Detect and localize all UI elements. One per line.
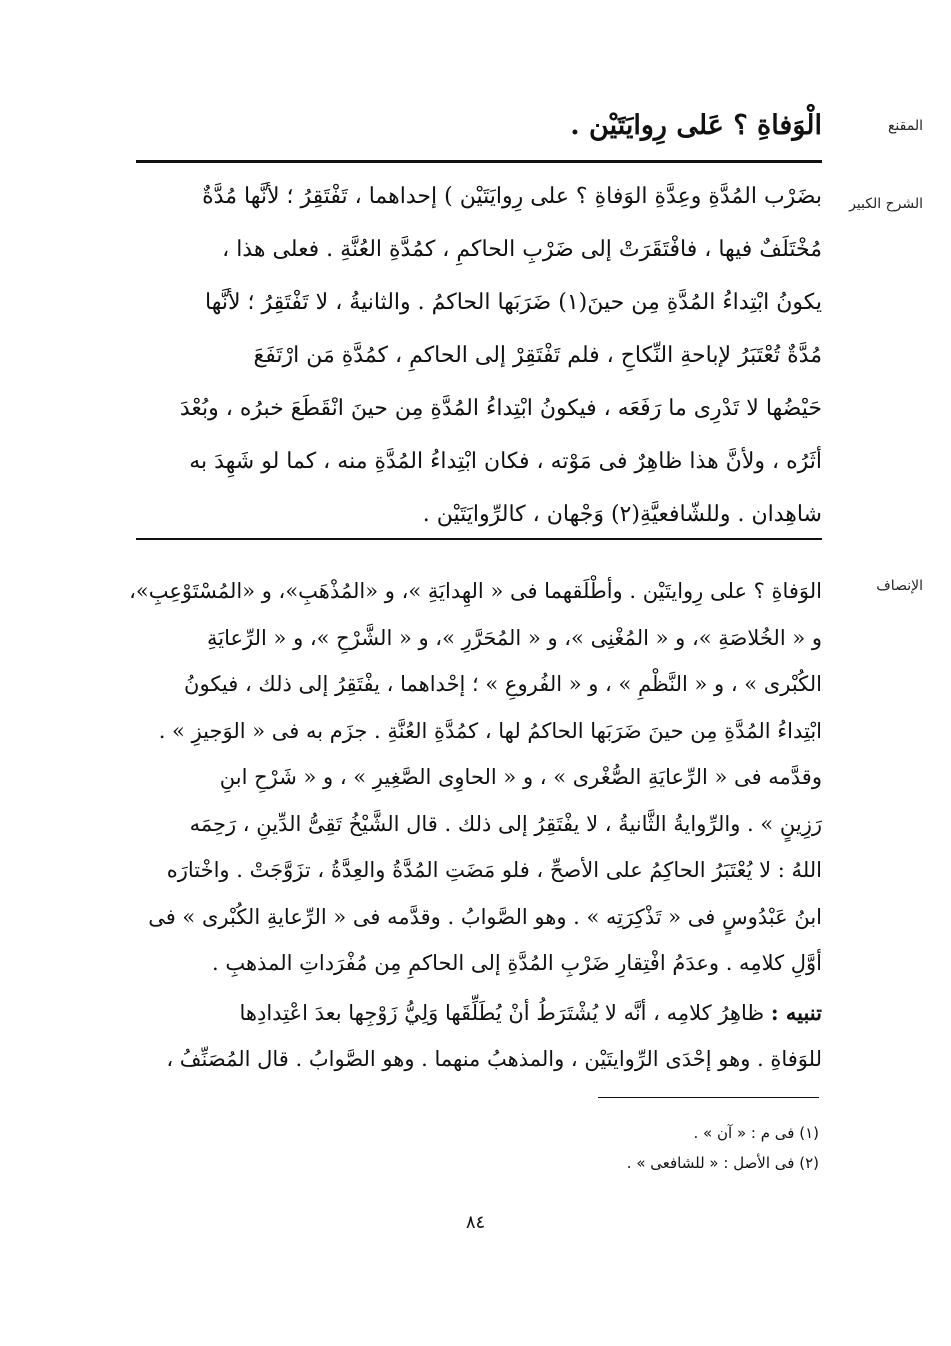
- tanbih-body: ظاهِرُ كلامِه ، أنَّه لا يُشْتَرَطُ أنْ يُطَلِّقَها وَلِيُّ زَوْجِها بعدَ اعْتِدادِها: [239, 1001, 765, 1025]
- tanbih-lead: تنبيه :: [770, 1000, 822, 1025]
- sharh-line: مُخْتَلَفٌ فيها ، فافْتَقَرَتْ إلى ضَرْبِ الحاكمِ ، كمُدَّةِ العُنَّةِ . فعلى هذا ،: [222, 237, 822, 262]
- sharh-line: يكونُ ابْتِداءُ المُدَّةِ مِن حينَ(١) ضَرَبَها الحاكمُ . والثانيةُ ، لا تَفْتَقِرُ ؛ لأنَّها: [205, 290, 822, 315]
- muqni-line: الْوَفاةِ ؟ عَلى رِوايَتَيْن .: [570, 110, 822, 141]
- footnote-2: (٢) فى الأصل : « للشافعى » .: [626, 1154, 819, 1172]
- section-rule-thick: [136, 160, 822, 163]
- label-insaf: الإنصاف: [876, 578, 923, 594]
- insaf-line: رَزِينٍ » . والرِّوايةُ الثَّانيةُ ، لا يفْتَقِرُ إلى ذلك . قال الشَّيْخُ تَقِىُّ الدِّينِ ، رَحِمَه: [189, 811, 822, 836]
- footnote-1: (١) فى م : « آن » .: [693, 1124, 819, 1142]
- insaf-line: اللهُ : لا يُعْتَبَرُ الحاكِمُ على الأصحِّ ، فلو مَضَتِ المُدَّةُ والعِدَّةُ ، تزَوَّجَتْ . واخْتارَه: [166, 858, 822, 882]
- insaf-line: وقدَّمه فى « الرِّعايَةِ الصُّغْرى » ، و « الحاوِى الصَّغِيرِ » ، و « شَرْحِ ابنِ: [219, 765, 822, 789]
- insaf-line: الكُبْرى » ، و « النَّظْمِ » ، و « الفُروعِ » ؛ إحْداهما ، يفْتَقِرُ إلى ذلك ، فيكونُ: [184, 672, 822, 696]
- page-number: ٨٤: [465, 1212, 486, 1233]
- sharh-line: شاهِدان . وللشّافعيَّةِ(٢) وَجْهان ، كالرِّوايَتَيْن .: [422, 502, 822, 527]
- tanbih-line-1: [128, 990, 822, 1036]
- sharh-text: [128, 170, 822, 541]
- section-rule: [136, 538, 822, 540]
- insaf-line: أوَّلِ كلامِه . وعدَمُ افْتِقارِ ضَرْبِ المُدَّةِ إلى الحاكمِ مِن مُفْرَداتِ المذهبِ .: [211, 951, 822, 975]
- tanbih-text: [128, 990, 822, 1082]
- label-sharh: الشرح الكبير: [849, 196, 923, 212]
- muqni-text: [128, 100, 822, 152]
- insaf-line: الوَفاةِ ؟ على رِوايتَيْن . وأطْلَقهما فى « الهِدايَةِ »، و «المُذْهَبِ»، و «المُسْتَوْعِبِ»،: [129, 579, 822, 603]
- sharh-line: مُدَّةٌ تُعْتَبَرُ لإباحةِ النِّكاحِ ، فلم تَفْتَقِرْ إلى الحاكمِ ، كمُدَّةِ مَن ارْتَفَعَ: [253, 343, 822, 368]
- tanbih-line-2: للوَفاةِ . وهو إحْدَى الرِّوايتَيْن ، والمذهبُ منهما . وهو الصَّوابُ . قال المُصَنِّفُ ،: [166, 1047, 822, 1071]
- sharh-line: حَيْضُها لا تَدْرِى ما رَفَعَه ، فيكونُ ابْتِداءُ المُدَّةِ مِن حينَ انْقَطَعَ خبرُه ، وبُعْدَ: [179, 396, 822, 421]
- insaf-text: [128, 568, 822, 987]
- insaf-line: و « الخُلاصَةِ »، و « المُغْنِى »، و « المُحَرَّرِ »، و « الشَّرْحِ »، و « الرِّعايَةِ: [207, 625, 822, 650]
- sharh-line: بضَرْب المُدَّةِ وعِدَّةِ الوَفاةِ ؟ على رِوايَتَيْن ) إحداهما ، تَفْتَقِرُ ؛ لأنَّها مُدَّةٌ: [202, 184, 822, 209]
- sharh-line: أثَرُه ، ولأنَّ هذا ظاهِرٌ فى مَوْته ، فكان ابْتِداءُ المُدَّةِ منه ، كما لو شَهِدَ به: [189, 449, 822, 474]
- insaf-line: ابنُ عَبْدُوسٍ فى « تَذْكِرَتِه » . وهو الصَّوابُ . وقدَّمه فى « الرِّعايةِ الكُبْرى » فى: [148, 904, 822, 929]
- footnote-rule: [598, 1097, 819, 1098]
- footnotes: [219, 1118, 819, 1178]
- label-muqni: المقنع: [887, 118, 923, 134]
- insaf-line: ابْتِداءُ المُدَّةِ مِن حينَ ضَرَبَها الحاكمُ لها ، كمُدَّةِ العُنَّةِ . جزَم به فى « الوَجيزِ » .: [158, 718, 822, 743]
